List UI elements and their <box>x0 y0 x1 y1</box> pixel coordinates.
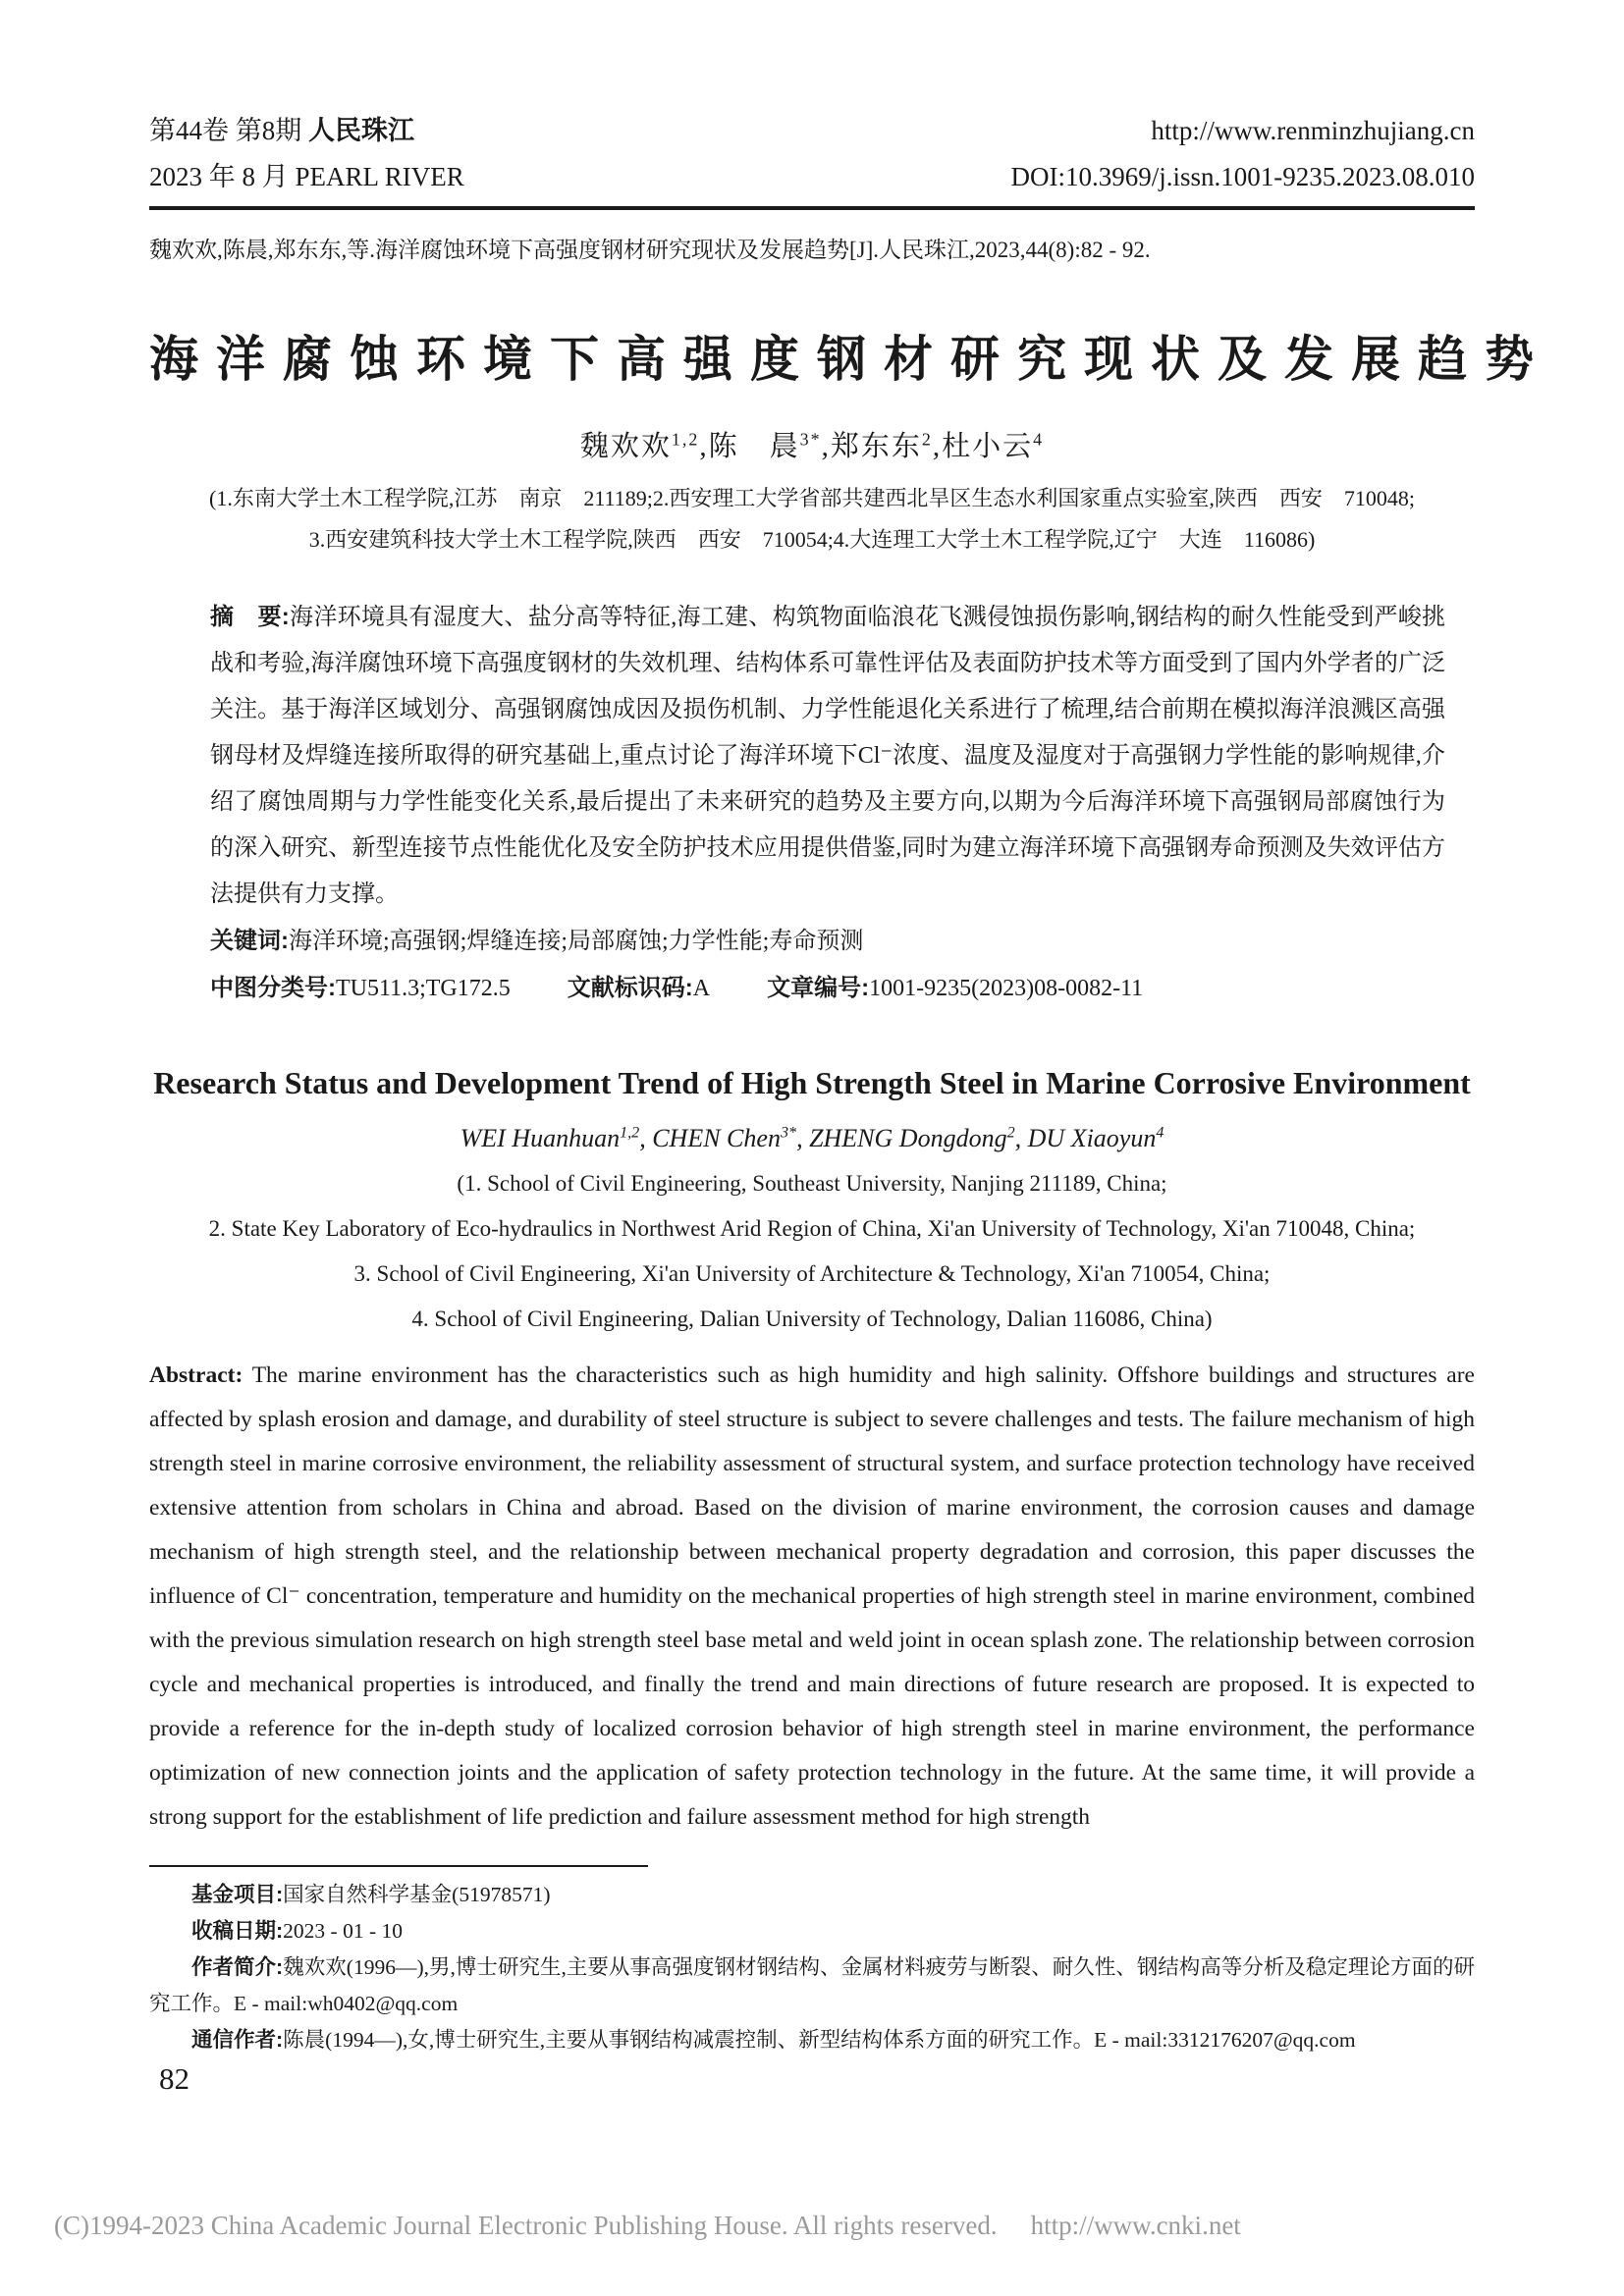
author-en: , CHEN Chen$^{3*}$ <box>639 1124 797 1152</box>
abstract-zh-label: 摘 要: <box>210 604 290 630</box>
footnote-received-date: 收稿日期:2023 - 01 - 10 <box>191 1919 403 1943</box>
copyright-text: (C)1994-2023 China Academic Journal Electronic Publishing House. All rights reserved. <box>54 2211 998 2240</box>
cnki-url: http://www.cnki.net <box>1030 2211 1241 2240</box>
abstract-en-label: Abstract: <box>149 1362 244 1388</box>
journal-header-right <box>1011 108 1476 200</box>
abstract-zh <box>210 594 1445 918</box>
article-id: 文章编号:1001-9235(2023)08-0082-11 <box>767 975 1144 1001</box>
author-sup: 1,2 <box>620 1124 640 1142</box>
author-sup: 4 <box>1156 1124 1164 1142</box>
author-zh: ,杜小云$^4$ <box>932 429 1045 462</box>
footnotes <box>149 1877 1475 2058</box>
author-sup: 3* <box>780 1124 797 1142</box>
chinese-meta-block <box>210 594 1445 1012</box>
author-sup: 2 <box>1006 1124 1015 1142</box>
author-en: WEI Huanhuan$^{1,2}$ <box>460 1124 640 1152</box>
footnote-corresponding-author: 通信作者:陈晨(1994—),女,博士研究生,主要从事钢结构减震控制、新型结构体系方面的研究工作。E - mail:3312176207@qq.com <box>191 2028 1356 2052</box>
keywords-label: 关键词: <box>210 928 289 954</box>
abstract-zh-text: 海洋环境具有湿度大、盐分高等特征,海工建、构筑物面临浪花飞溅侵蚀损伤影响,钢结构的耐久性能受到严峻挑战和考验,海洋腐蚀环境下高强度钢材的失效机理、结构体系可靠性评估及表面防护技术等方面受到了国内外学者的广泛关注。基于海洋区域划分、高强钢腐蚀成因及损伤机制、力学性能退化关系进行了梳理,结合前期在模拟海洋浪溅区高强钢母材及焊缝连接所取得的研究基础上,重点讨论了海洋环境下Cl⁻浓度、温度及湿度对于高强钢力学性能的影响规律,介绍了腐蚀周期与力学性能变化关系,最后提出了未来研究的趋势及主要方向,以期为今后海洋环境下高强钢局部腐蚀行为的深入研究、新型连接节点性能优化及安全防护技术应用提供借鉴,同时为建立海洋环境下高强钢寿命预测及失效评估方法提供有力支撑。 <box>210 605 1446 907</box>
abstract-en <box>149 1354 1475 1840</box>
date-line <box>149 154 464 200</box>
affiliation-line: (1.东南大学土木工程学院,江苏 南京 211189;2.西安理工大学省部共建西北旱区生态水利国家重点实验室,陕西 西安 710048; <box>209 486 1415 510</box>
keywords-zh <box>210 918 1445 965</box>
author-zh: ,郑东东$^2$ <box>821 429 933 462</box>
authors-zh <box>149 424 1475 464</box>
document-code: 文献标识码:A <box>567 975 711 1001</box>
doi: DOI:10.3969/j.issn.1001-9235.2023.08.010 <box>1010 162 1475 191</box>
journal-name-zh: 人民珠江 <box>308 116 414 145</box>
volume-issue: 第44卷 第8期 <box>149 116 308 145</box>
affiliation-line: 4. School of Civil Engineering, Dalian University of Technology, Dalian 116086, China) <box>411 1307 1213 1331</box>
volume-issue-line <box>149 108 464 154</box>
author-en: , DU Xiaoyun$^4$ <box>1014 1124 1164 1152</box>
footnote-author-bio: 作者简介:魏欢欢(1996—),男,博士研究生,主要从事高强度钢材钢结构、金属材料疲劳与断裂、耐久性、钢结构高等分析及稳定理论方面的研究工作。E - mail:wh0402@qq.com <box>149 1955 1475 2015</box>
affiliation-line: 2. State Key Laboratory of Eco-hydraulics in Northwest Arid Region of China, Xi'an University of Technology, Xi'an 710048, China; <box>208 1216 1416 1241</box>
citation-line: 魏欢欢,陈晨,郑东东,等.海洋腐蚀环境下高强度钢材研究现状及发展趋势[J].人民珠江,2023,44(8):82 - 92. <box>149 238 1151 262</box>
journal-name-en: PEARL RIVER <box>288 162 464 191</box>
classification-row <box>210 965 1445 1012</box>
author-sup: 3* <box>799 429 822 450</box>
article-title-zh: 海洋腐蚀环境下高强度钢材研究现状及发展趋势 <box>149 332 1551 387</box>
author-en: , ZHENG Dongdong$^2$ <box>796 1124 1015 1152</box>
keywords-text: 海洋环境;高强钢;焊缝连接;局部腐蚀;力学性能;寿命预测 <box>289 929 864 954</box>
header-rule <box>149 206 1475 210</box>
affiliation-line: (1. School of Civil Engineering, Southeast University, Nanjing 211189, China; <box>457 1171 1167 1196</box>
author-zh: 魏欢欢$^{1,2}$ <box>579 429 700 462</box>
footnote-rule <box>149 1865 648 1867</box>
journal-header-left <box>149 108 464 200</box>
article-title-en: Research Status and Development Trend of High Strength Steel in Marine Corrosive Environment <box>153 1065 1471 1100</box>
authors-en <box>149 1124 1475 1153</box>
affiliations-en <box>149 1161 1475 1342</box>
affiliation-line: 3.西安建筑科技大学土木工程学院,陕西 西安 710054;4.大连理工大学土木工程学院,辽宁 大连 116086) <box>308 527 1316 552</box>
author-sup: 4 <box>1033 429 1045 450</box>
copyright-footer <box>54 2211 1241 2241</box>
footnote-fund: 基金项目:国家自然科学基金(51978571) <box>191 1883 551 1906</box>
author-sup: 2 <box>921 429 933 450</box>
journal-url: http://www.renminzhujiang.cn <box>1151 116 1475 145</box>
affiliations-zh <box>149 478 1475 561</box>
author-zh: ,陈 晨$^{3*}$ <box>699 429 822 462</box>
journal-header <box>149 0 1475 200</box>
issue-date: 2023 年 8 月 <box>149 162 289 191</box>
author-sup: 1,2 <box>671 429 700 450</box>
page-number: 82 <box>159 2061 189 2096</box>
abstract-en-text: The marine environment has the characteristics such as high humidity and high salinity. Offshore buildings and structures are affected by splash erosion and damage, and durability of steel structure is subject to severe challenges and tests. The failure mechanism of high strength steel in marine corrosive environment, the reliability assessment of structural system, and surface protection technology have received extensive attention from scholars in China and abroad. Based on the division of marine environment, the corrosion causes and damage mechanism of high strength steel, and the relationship between mechanical property degradation and corrosion, this paper discusses the influence of Cl⁻ concentration, temperature and humidity on the mechanical properties of high strength steel in marine environment, combined with the previous simulation research on high strength steel base metal and weld joint in ocean splash zone. The relationship between corrosion cycle and mechanical properties is introduced, and finally the trend and main directions of future research are proposed. It is expected to provide a reference for the in-depth study of localized corrosion behavior of high strength steel in marine environment, the performance optimization of new connection joints and the application of safety protection technology in the future. At the same time, it will provide a strong support for the establishment of life prediction and failure assessment method for high strength <box>149 1362 1475 1830</box>
affiliation-line: 3. School of Civil Engineering, Xi'an University of Architecture & Technology, Xi'an 710054, China; <box>353 1261 1271 1286</box>
clc-number: 中图分类号:TU511.3;TG172.5 <box>210 975 511 1001</box>
